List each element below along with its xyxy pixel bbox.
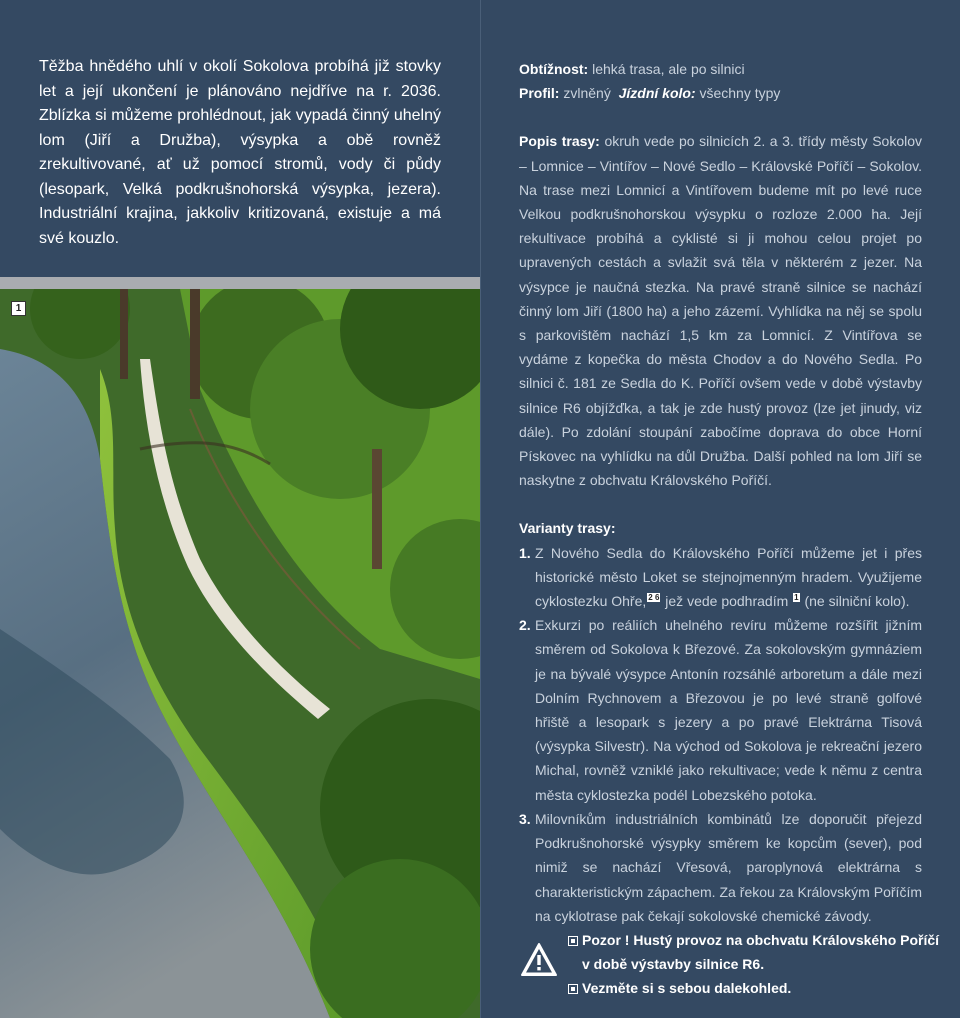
variants-title: Varianty trasy: bbox=[519, 520, 616, 537]
bike-label: Jízdní kolo: bbox=[618, 85, 696, 102]
route-badge: 2 6 bbox=[648, 593, 660, 603]
profile-value: zvlněný bbox=[563, 85, 611, 102]
difficulty-line bbox=[519, 57, 922, 81]
profile-label: Profil: bbox=[519, 85, 560, 102]
variant-text: (ne silniční kolo). bbox=[800, 593, 910, 610]
description-text: okruh vede po silnicích 2. a 3. třídy městy Sokolov – Lomnice – Vintířov – Nové Sedlo – Královské Poříčí – Sokolov. Na trase mezi Lomnicí a Vintířovem budeme mít po levé ruce Velkou podkrušnohorskou výsypku o rozloze 2.000 ha. Její rekultivace probíhá a cyklisté si ji mohou celou projet po upravených cestách a svlažit svá těla v některém z jezer. Na výsypce je naučná stezka. Na pravé straně silnice se nachází činný lom Jiří (1800 ha) a jeho zázemí. Vyhlídka na něj se spolu s parkovištěm nachází 1,5 km za Lomnicí. Z Vintířova se vydáme z kopečka do města Chodov a do Nového Sedla. Po silnici č. 181 ze Sedla do K. Poříčí ovšem vede v době výstavby silnice R6 objížďka, a tak je zde hustý provoz (lze jet jinudy, viz dále). Po zdolání stoupání zabočíme doprava do obce Horní Pískovec na vyhlídku na důl Družba. Další pohled na lom Jiří se naskytne z obchvatu Královského Poříčí. bbox=[519, 133, 923, 489]
difficulty-label: Obtížnost: bbox=[519, 61, 589, 77]
photo-number-badge: 1 bbox=[11, 301, 26, 316]
river-photo-illustration bbox=[0, 289, 480, 1018]
river-photo bbox=[0, 289, 480, 1018]
variant-number: 3. bbox=[519, 810, 531, 827]
variant-text: Milovníkům industriálních kombinátů lze doporučit přejezd Podkrušnohorské výsypky směrem ke kopcům (sever), pod nimiž se nachází Vřesová, paroplynová elektrárna s charakteristickým zápachem. Za řekou za Královským Poříčím na cyklotrase pak čekají sokolovské chemické závody. bbox=[535, 810, 922, 924]
warning-box bbox=[519, 928, 939, 1008]
warning-line-2 bbox=[568, 976, 948, 1000]
column-divider bbox=[480, 0, 481, 1018]
route-description bbox=[519, 129, 922, 492]
variant-text: Z Nového Sedla do Královského Poříčí můžeme jet i přes historické město Loket se stejnojmenným hradem. Využijeme cyklostezku Ohře, bbox=[535, 544, 922, 610]
description-label: Popis trasy: bbox=[519, 133, 600, 150]
warning-text: Vezměte si s sebou dalekohled. bbox=[582, 980, 792, 996]
variant-item bbox=[519, 613, 922, 807]
square-bullet-icon bbox=[568, 984, 578, 994]
bike-value: všechny typy bbox=[699, 85, 781, 102]
profile-line bbox=[519, 81, 922, 105]
variant-item bbox=[519, 807, 922, 928]
variants-list bbox=[519, 541, 922, 928]
variant-text: Exkurzi po reáliích uhelného revíru můžeme rozšířit jižním směrem od Sokolova k Březové. Za sokolovským gymnáziem je na bývalé výsypce Antonín rozsáhlé arboretum a dále mezi Dolním Rychnovem a Březovou je po levé straně golfové hřiště a lesopark s jezery a po pravé Elektrárna Tisová (výsypka Silvestr). Na východ od Sokolova je rekreační jezero Michal, rovněž vzniklé jako rekultivace; vede k němu z centra města cyklostezka podél Lobezského potoka. bbox=[535, 617, 922, 803]
route-info-column bbox=[519, 57, 922, 928]
variant-number: 1. bbox=[519, 544, 531, 561]
warning-triangle-icon bbox=[520, 942, 558, 978]
variant-number: 2. bbox=[519, 617, 531, 634]
warning-lines bbox=[568, 928, 948, 1000]
photo-top-strip bbox=[0, 277, 480, 289]
difficulty-value: lehká trasa, ale po silnici bbox=[592, 61, 745, 77]
warning-text: Pozor ! Hustý provoz na obchvatu Královského Poříčí v době výstavby silnice R6. bbox=[582, 932, 940, 972]
intro-text: Těžba hnědého uhlí v okolí Sokolova probíhá již stovky let a její ukončení je plánováno nejdříve na r. 2036. Zblízka si můžeme prohlédnout, jak vypadá činný uhelný lom (Jiří a Družba), výsypka a obě rovněž zrekultivované, ať už pomocí stromů, vody či půdy (lesopark, Velká podkrušnohorská výsypka, jezera). Industriální krajina, jakkoliv kritizovaná, existuje a má své kouzlo. bbox=[39, 58, 441, 247]
route-badge: 1 bbox=[794, 593, 799, 603]
variant-item bbox=[519, 541, 922, 614]
warning-line-1 bbox=[568, 928, 948, 976]
square-bullet-icon bbox=[568, 936, 578, 946]
variant-text: jež vede podhradím bbox=[661, 593, 793, 610]
